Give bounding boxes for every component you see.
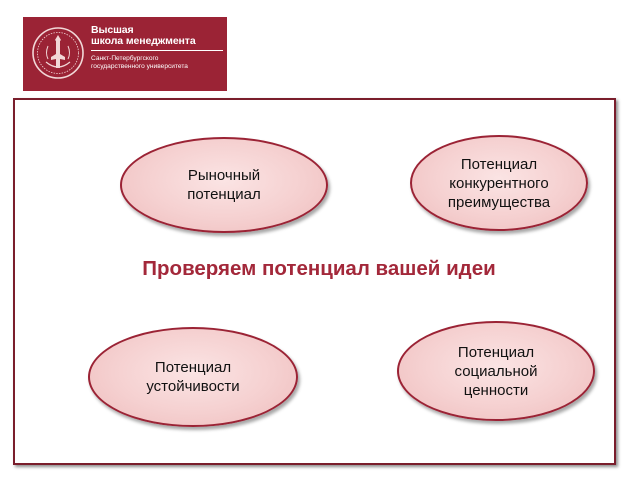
school-logo [23,17,227,91]
oval-market-potential [120,137,328,233]
oval-label: Потенциал конкурентного преимущества [447,155,551,211]
logo-line-1: Высшая [91,24,134,36]
logo-line-4: государственного университета [91,63,188,70]
university-seal-icon [31,26,85,80]
logo-text [91,25,225,71]
page-title: Проверяем потенциал вашей идеи [142,257,496,280]
oval-label: Потенциал социальной ценности [454,343,538,399]
oval-sustainability [88,327,298,427]
oval-label: Рыночный потенциал [187,167,261,203]
logo-divider [91,50,223,51]
oval-label: Потенциал устойчивости [146,359,240,395]
logo-line-2: школа менеджмента [91,35,196,47]
oval-competitive-advantage [410,135,588,231]
oval-social-value [397,321,595,421]
logo-line-3: Санкт-Петербургского [91,55,159,62]
